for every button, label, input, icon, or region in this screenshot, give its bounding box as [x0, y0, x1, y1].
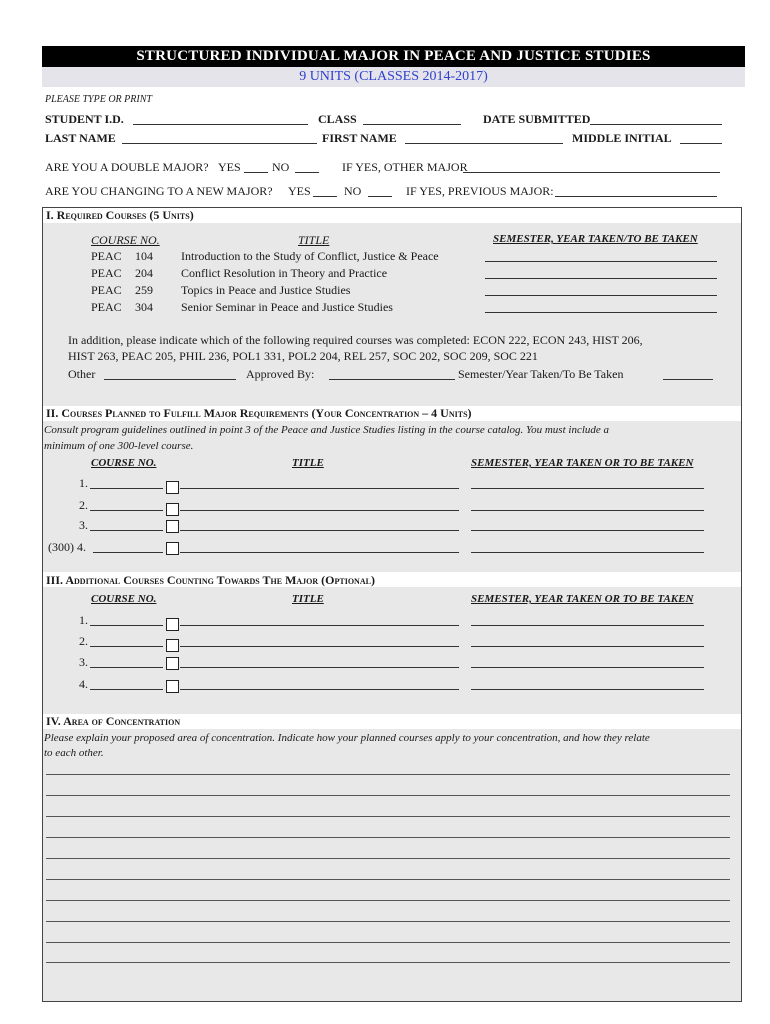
date-submitted-label: DATE SUBMITTED	[483, 112, 591, 126]
course-num: 204	[135, 266, 153, 280]
date-submitted-field[interactable]	[590, 113, 722, 125]
other-label: Other	[68, 367, 96, 381]
course-title: Topics in Peace and Justice Studies	[181, 283, 351, 297]
concentration-line[interactable]	[46, 816, 730, 817]
student-id-label: STUDENT I.D.	[45, 112, 124, 126]
concentration-line[interactable]	[46, 942, 730, 943]
section-2-checkbox[interactable]	[166, 503, 179, 516]
section-3-title: III. Additional Courses Counting Towards The Major (Optional)	[46, 573, 375, 587]
section-3-title-field[interactable]	[180, 635, 459, 647]
section-3-title-field[interactable]	[180, 656, 459, 668]
section-2-semester-field[interactable]	[471, 499, 704, 511]
section-3-col-semester: SEMESTER, YEAR TAKEN OR TO BE TAKEN	[471, 593, 694, 605]
middle-initial-label: MIDDLE INITIAL	[572, 131, 672, 145]
section-4-note-line2: to each other.	[44, 747, 104, 759]
course-title: Introduction to the Study of Conflict, Justice & Peace	[181, 249, 439, 263]
section-2-semester-field[interactable]	[471, 541, 704, 553]
section-2-semester-field[interactable]	[471, 477, 704, 489]
section-3-row-number: 3.	[79, 655, 88, 669]
section-3-checkbox[interactable]	[166, 657, 179, 670]
semester-year-label: Semester/Year Taken/To Be Taken	[458, 367, 624, 381]
course-num: 104	[135, 249, 153, 263]
section-2-row-number: 3.	[79, 518, 88, 532]
student-id-field[interactable]	[133, 113, 308, 125]
section-3-row-number: 1.	[79, 613, 88, 627]
section-2-col-semester: SEMESTER, YEAR TAKEN OR TO BE TAKEN	[471, 457, 694, 469]
semester-year-field[interactable]	[663, 368, 713, 380]
section-2-title-field[interactable]	[180, 477, 459, 489]
course-semester-field[interactable]	[485, 267, 717, 279]
section-3-title-field[interactable]	[180, 678, 459, 690]
section-3-semester-field[interactable]	[471, 678, 704, 690]
class-label: CLASS	[318, 112, 357, 126]
changing-major-question: ARE YOU CHANGING TO A NEW MAJOR?	[45, 184, 273, 198]
section-3-title-field[interactable]	[180, 614, 459, 626]
section-2-note-line1: Consult program guidelines outlined in point 3 of the Peace and Justice Studies listing in the course catalog. You must include a	[44, 424, 610, 436]
other-field[interactable]	[104, 368, 236, 380]
course-semester-field[interactable]	[485, 250, 717, 262]
section-2-note-line2: minimum of one 300-level course.	[44, 440, 194, 452]
section-3-row-number: 4.	[79, 677, 88, 691]
section-2-row-number: 2.	[79, 498, 88, 512]
section-2-title: II. Courses Planned to Fulfill Major Requirements (Your Concentration – 4 Units)	[46, 406, 472, 420]
section-2-checkbox[interactable]	[166, 520, 179, 533]
approved-by-label: Approved By:	[246, 367, 315, 381]
addition-text-line2: HIST 263, PEAC 205, PHIL 236, POL1 331, POL2 204, REL 257, SOC 202, SOC 209, SOC 221	[68, 349, 538, 363]
section-2-col-title: TITLE	[292, 457, 324, 469]
concentration-line[interactable]	[46, 962, 730, 963]
section-2-course-field[interactable]	[90, 499, 163, 511]
approved-by-field[interactable]	[329, 368, 455, 380]
changing-no-field[interactable]	[368, 185, 392, 197]
course-dept: PEAC	[91, 283, 122, 297]
instructions: PLEASE TYPE OR PRINT	[45, 94, 152, 105]
concentration-line[interactable]	[46, 921, 730, 922]
section-3-semester-field[interactable]	[471, 656, 704, 668]
section-2-row-number: (300) 4.	[48, 540, 86, 554]
section-2-title-field[interactable]	[180, 519, 459, 531]
middle-initial-field[interactable]	[680, 132, 722, 144]
section-3-course-field[interactable]	[90, 656, 163, 668]
course-semester-field[interactable]	[485, 284, 717, 296]
course-dept: PEAC	[91, 249, 122, 263]
section-4-title: IV. Area of Concentration	[46, 714, 181, 728]
section-3-course-field[interactable]	[90, 614, 163, 626]
course-num: 304	[135, 300, 153, 314]
section-3-col-title: TITLE	[292, 593, 324, 605]
previous-major-field[interactable]	[555, 185, 717, 197]
section-1-col-title: TITLE	[298, 233, 330, 247]
double-major-yes-field[interactable]	[244, 161, 268, 173]
section-3-semester-field[interactable]	[471, 614, 704, 626]
section-2-row-number: 1.	[79, 476, 88, 490]
double-major-no-field[interactable]	[295, 161, 319, 173]
concentration-line[interactable]	[46, 795, 730, 796]
form-title: STRUCTURED INDIVIDUAL MAJOR IN PEACE AND JUSTICE STUDIES	[42, 46, 745, 67]
concentration-line[interactable]	[46, 774, 730, 775]
section-2-course-field[interactable]	[90, 477, 163, 489]
concentration-line[interactable]	[46, 858, 730, 859]
class-field[interactable]	[363, 113, 461, 125]
changing-no-label: NO	[344, 184, 362, 198]
last-name-field[interactable]	[122, 132, 317, 144]
section-2-col-course: COURSE NO.	[91, 457, 157, 469]
concentration-line[interactable]	[46, 900, 730, 901]
section-3-checkbox[interactable]	[166, 618, 179, 631]
section-3-checkbox[interactable]	[166, 680, 179, 693]
course-dept: PEAC	[91, 300, 122, 314]
course-semester-field[interactable]	[485, 301, 717, 313]
section-3-row-number: 2.	[79, 634, 88, 648]
section-3-course-field[interactable]	[90, 678, 163, 690]
section-3-course-field[interactable]	[90, 635, 163, 647]
section-3-semester-field[interactable]	[471, 635, 704, 647]
course-num: 259	[135, 283, 153, 297]
section-3-checkbox[interactable]	[166, 639, 179, 652]
course-dept: PEAC	[91, 266, 122, 280]
section-2-checkbox[interactable]	[166, 542, 179, 555]
section-2-semester-field[interactable]	[471, 519, 704, 531]
other-major-field[interactable]	[463, 161, 720, 173]
section-4-note-line1: Please explain your proposed area of concentration. Indicate how your planned courses apply to your concentration, and how they relate	[44, 732, 650, 744]
first-name-label: FIRST NAME	[322, 131, 397, 145]
section-2-checkbox[interactable]	[166, 481, 179, 494]
double-major-no-label: NO	[272, 160, 290, 174]
section-3-col-course: COURSE NO.	[91, 593, 157, 605]
course-title: Senior Seminar in Peace and Justice Studies	[181, 300, 393, 314]
concentration-line[interactable]	[46, 879, 730, 880]
section-1-col-semester: SEMESTER, YEAR TAKEN/TO BE TAKEN	[493, 233, 698, 245]
double-major-question: ARE YOU A DOUBLE MAJOR?	[45, 160, 209, 174]
section-2-title-field[interactable]	[180, 499, 459, 511]
concentration-line[interactable]	[46, 837, 730, 838]
section-2-course-field[interactable]	[90, 519, 163, 531]
other-major-label: IF YES, OTHER MAJOR	[342, 160, 468, 174]
last-name-label: LAST NAME	[45, 131, 116, 145]
section-1-col-course: COURSE NO.	[91, 233, 160, 247]
changing-yes-field[interactable]	[313, 185, 337, 197]
first-name-field[interactable]	[405, 132, 563, 144]
addition-text-line1: In addition, please indicate which of the following required courses was completed: ECON 222, ECON 243, HIST 206,	[68, 333, 643, 347]
double-major-yes-label: YES	[218, 160, 241, 174]
section-1-title: I. Required Courses (5 Units)	[46, 208, 194, 222]
section-2-title-field[interactable]	[180, 541, 459, 553]
form-subtitle: 9 UNITS (CLASSES 2014-2017)	[42, 67, 745, 87]
section-2-course-field[interactable]	[93, 541, 163, 553]
previous-major-label: IF YES, PREVIOUS MAJOR:	[406, 184, 554, 198]
changing-yes-label: YES	[288, 184, 311, 198]
course-title: Conflict Resolution in Theory and Practice	[181, 266, 388, 280]
